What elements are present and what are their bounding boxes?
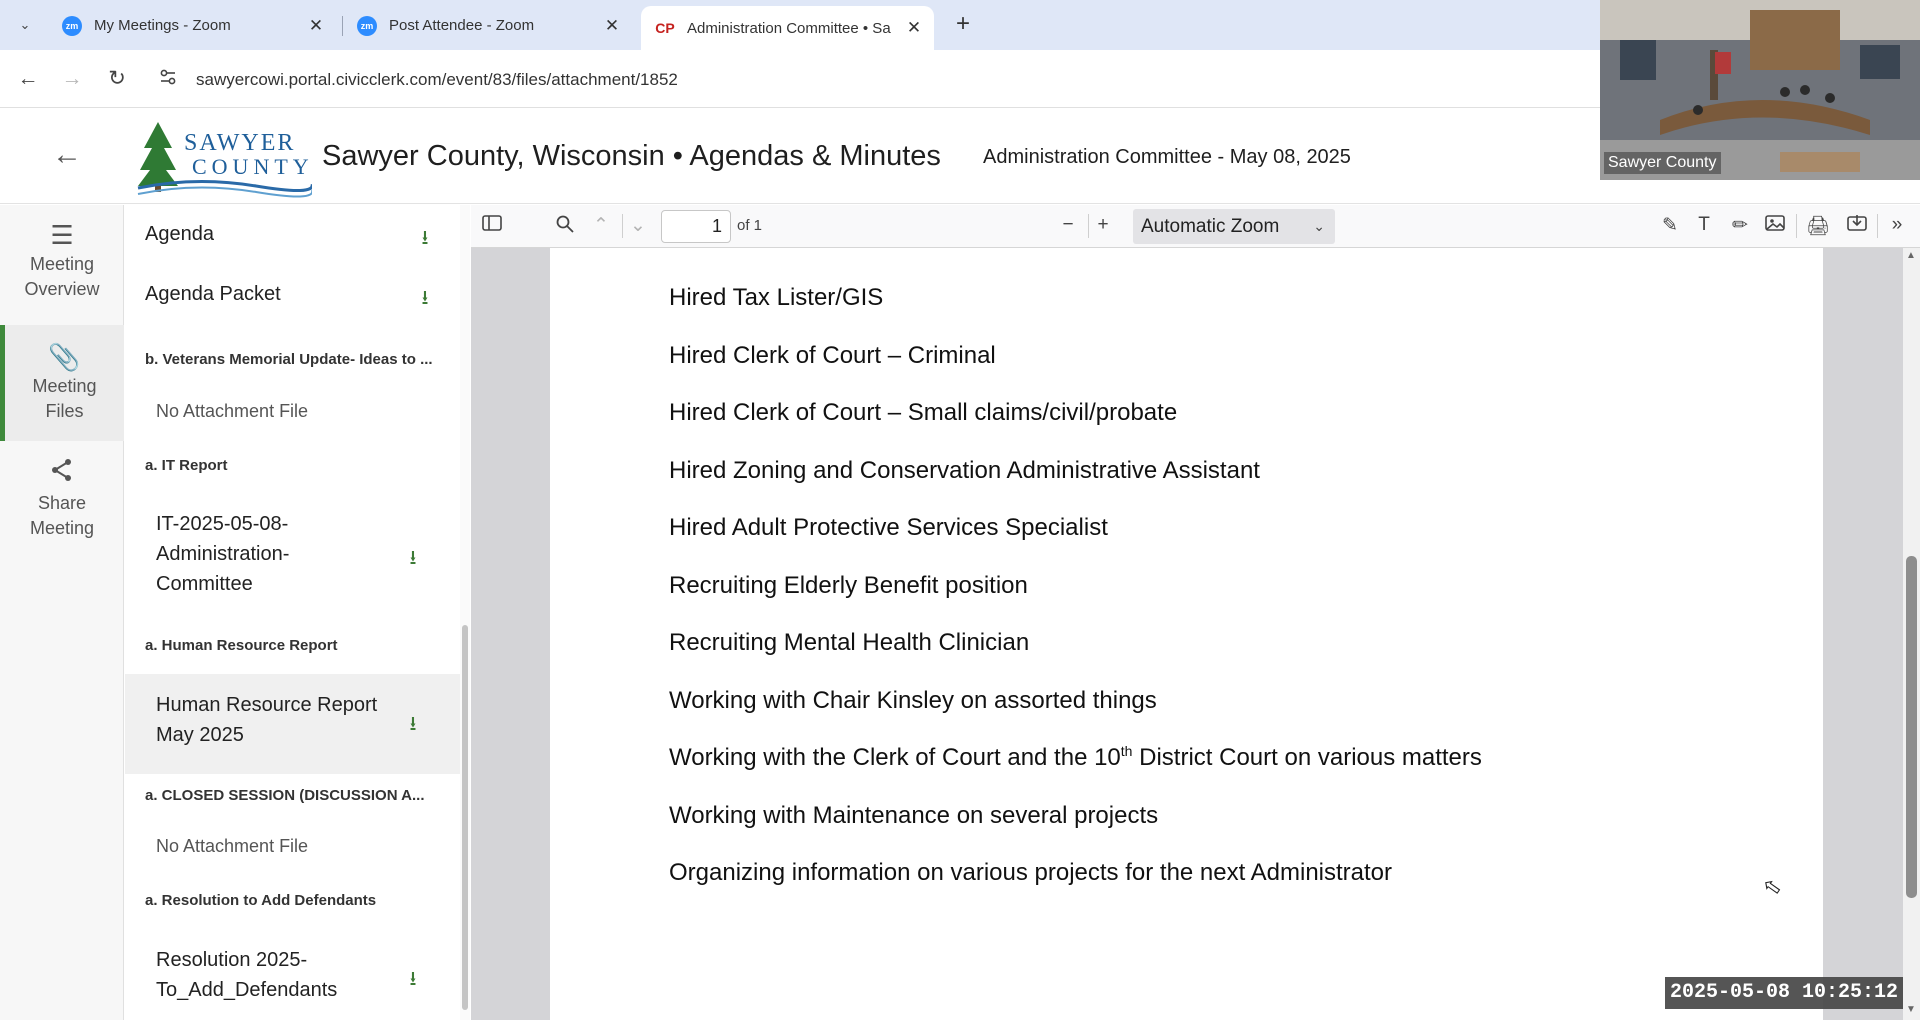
download-icon[interactable]: ⭳ xyxy=(409,713,417,735)
rail-meeting-overview[interactable] xyxy=(0,220,124,303)
files-scrollbar[interactable] xyxy=(460,205,470,1020)
download-icon[interactable]: ⭳ xyxy=(421,227,429,249)
forward-arrow-icon[interactable]: → xyxy=(61,67,83,90)
pdf-text-line: Recruiting Elderly Benefit position xyxy=(669,572,1028,599)
meeting-video-feed xyxy=(1600,0,1920,180)
pdf-text-line: Working with Maintenance on several projects xyxy=(669,802,1159,829)
pdf-viewer xyxy=(471,248,1920,1020)
mouse-cursor-icon: ⬁ xyxy=(1760,872,1784,901)
download-icon[interactable]: ⭳ xyxy=(409,968,417,990)
toolbar-divider xyxy=(622,214,623,238)
zoom-select[interactable] xyxy=(1133,209,1335,244)
find-search-icon[interactable] xyxy=(552,214,578,240)
no-attachment-text: No Attachment File xyxy=(156,836,309,856)
tab-administration-committee[interactable] xyxy=(641,6,934,50)
save-download-icon[interactable] xyxy=(1844,214,1870,238)
tab-post-attendee[interactable] xyxy=(343,7,632,44)
pdf-text-line xyxy=(669,744,1482,772)
pdf-scrollbar[interactable] xyxy=(1903,248,1920,1020)
zoom-out-icon[interactable]: − xyxy=(1062,214,1074,235)
toolbar-divider xyxy=(1088,214,1089,238)
draw-icon[interactable]: ✏ xyxy=(1732,215,1748,236)
file-name-line: Human Resource Report xyxy=(156,694,378,716)
file-name-line: May 2025 xyxy=(156,724,244,746)
zoom-icon: zm xyxy=(357,16,377,36)
pdf-text-segment: Working with the Clerk of Court and the 10 xyxy=(669,744,1121,771)
more-tools-icon[interactable]: » xyxy=(1891,214,1903,235)
file-item-agenda-packet[interactable] xyxy=(125,283,460,306)
section-title[interactable]: a. IT Report xyxy=(145,457,228,474)
meeting-title: Administration Committee - May 08, 2025 xyxy=(983,146,1351,168)
left-navigation-rail xyxy=(0,205,124,1020)
zoom-icon: zm xyxy=(62,16,82,36)
file-name-line: Administration- xyxy=(156,543,290,565)
sawyer-county-logo[interactable] xyxy=(136,118,312,198)
pdf-text-line: Hired Clerk of Court – Small claims/civil/probate xyxy=(669,399,1178,426)
tab-my-meetings[interactable] xyxy=(48,7,336,44)
rail-meeting-files[interactable] xyxy=(0,325,124,441)
section-title[interactable]: b. Veterans Memorial Update- Ideas to ... xyxy=(145,351,433,368)
download-icon[interactable]: ⭳ xyxy=(421,287,429,309)
text-tool-icon[interactable]: T xyxy=(1698,214,1710,235)
reload-icon[interactable]: ↻ xyxy=(108,67,126,90)
file-name: Agenda Packet xyxy=(145,283,281,305)
rail-label: Meeting xyxy=(29,518,95,538)
rail-label: Overview xyxy=(24,279,100,299)
rail-share-meeting[interactable] xyxy=(0,457,124,537)
print-icon[interactable]: 🖨 xyxy=(1805,216,1831,237)
file-name: Agenda xyxy=(145,223,214,245)
back-arrow-icon[interactable]: ← xyxy=(52,138,82,171)
pdf-text-line: Hired Zoning and Conservation Administrative Assistant xyxy=(669,457,1260,484)
rail-label: Meeting xyxy=(29,254,95,274)
pdf-scrollbar-thumb[interactable] xyxy=(1906,556,1917,898)
page-number-input[interactable]: 1 xyxy=(661,210,731,243)
tab-title: My Meetings - Zoom xyxy=(94,17,231,34)
previous-page-icon[interactable]: ⌃ xyxy=(593,215,609,236)
close-tab-icon[interactable]: ✕ xyxy=(308,15,324,35)
back-arrow-icon[interactable]: ← xyxy=(17,67,39,90)
rail-label: Meeting xyxy=(32,376,97,396)
pdf-text-line: Organizing information on various projects for the next Administrator xyxy=(669,859,1393,886)
meeting-files-panel xyxy=(125,205,470,1020)
paperclip-icon: 📎 xyxy=(48,342,81,372)
section-title[interactable]: a. Human Resource Report xyxy=(145,637,338,654)
toolbar-divider xyxy=(1877,214,1878,238)
rail-label: Share xyxy=(37,493,87,513)
section-title[interactable]: a. Resolution to Add Defendants xyxy=(145,892,377,909)
page-count: of 1 xyxy=(737,217,763,234)
zoom-select-value: Automatic Zoom xyxy=(1141,216,1280,237)
next-page-icon[interactable]: ⌄ xyxy=(630,215,646,236)
pdf-text-line: Working with Chair Kinsley on assorted things xyxy=(669,687,1157,714)
file-name-line: IT-2025-05-08- xyxy=(156,513,289,535)
pdf-page xyxy=(550,248,1823,1020)
scroll-down-arrow-icon[interactable]: ▼ xyxy=(1906,1004,1916,1015)
list-icon: ☰ xyxy=(50,220,74,250)
file-item-it-report[interactable] xyxy=(125,509,385,599)
scroll-up-arrow-icon[interactable]: ▲ xyxy=(1906,250,1916,261)
video-participant-label: Sawyer County xyxy=(1604,152,1721,174)
site-settings-icon[interactable] xyxy=(158,67,178,92)
image-icon[interactable] xyxy=(1762,214,1788,238)
no-attachment-text: No Attachment File xyxy=(156,401,309,421)
ordinal-suffix: th xyxy=(1120,743,1133,759)
file-name-line: Committee xyxy=(156,573,253,595)
toolbar-divider xyxy=(1796,214,1797,238)
file-name-line: Resolution 2025- xyxy=(156,949,308,971)
pdf-text-segment: District Court on various matters xyxy=(1132,744,1482,771)
tab-title: Administration Committee • Sa xyxy=(687,19,891,37)
highlight-icon[interactable]: ✎ xyxy=(1662,215,1678,236)
url-text[interactable]: sawyercowi.portal.civicclerk.com/event/83/files/attachment/1852 xyxy=(196,70,678,89)
file-item-resolution[interactable] xyxy=(125,945,385,1005)
pdf-text-line: Hired Tax Lister/GIS xyxy=(669,284,884,311)
close-tab-icon[interactable]: ✕ xyxy=(604,15,620,35)
pdf-toolbar xyxy=(471,205,1920,248)
logo-text-bottom: COUNTY xyxy=(192,154,312,179)
files-scrollbar-thumb[interactable] xyxy=(462,625,468,1010)
pdf-text-line: Hired Clerk of Court – Criminal xyxy=(669,342,996,369)
rail-label: Files xyxy=(45,401,84,421)
download-icon[interactable]: ⭳ xyxy=(409,547,417,569)
civicclerk-icon: CP xyxy=(655,20,675,36)
pdf-text-line: Recruiting Mental Health Clinician xyxy=(669,629,1030,656)
section-title[interactable]: a. CLOSED SESSION (DISCUSSION A... xyxy=(145,787,425,804)
zoom-in-icon[interactable]: + xyxy=(1097,214,1109,235)
share-icon xyxy=(0,457,124,487)
site-title: Sawyer County, Wisconsin • Agendas & Minutes xyxy=(322,140,941,172)
tab-search-chevron-icon[interactable]: ⌄ xyxy=(19,17,31,32)
pdf-text-line: Hired Adult Protective Services Specialist xyxy=(669,514,1108,541)
file-name-line: To_Add_Defendants xyxy=(156,979,338,1001)
file-item-human-resource-report[interactable] xyxy=(125,690,385,750)
sidebar-toggle-icon[interactable] xyxy=(479,214,505,238)
tab-title: Post Attendee - Zoom xyxy=(389,17,535,34)
new-tab-plus-icon[interactable]: + xyxy=(955,10,970,37)
logo-text-top: SAWYER xyxy=(184,130,296,156)
close-tab-icon[interactable]: ✕ xyxy=(906,18,922,37)
recording-timestamp: 2025-05-08 10:25:12 xyxy=(1665,977,1903,1009)
chevron-down-icon: ⌄ xyxy=(1313,218,1325,234)
file-item-agenda[interactable] xyxy=(125,223,460,246)
